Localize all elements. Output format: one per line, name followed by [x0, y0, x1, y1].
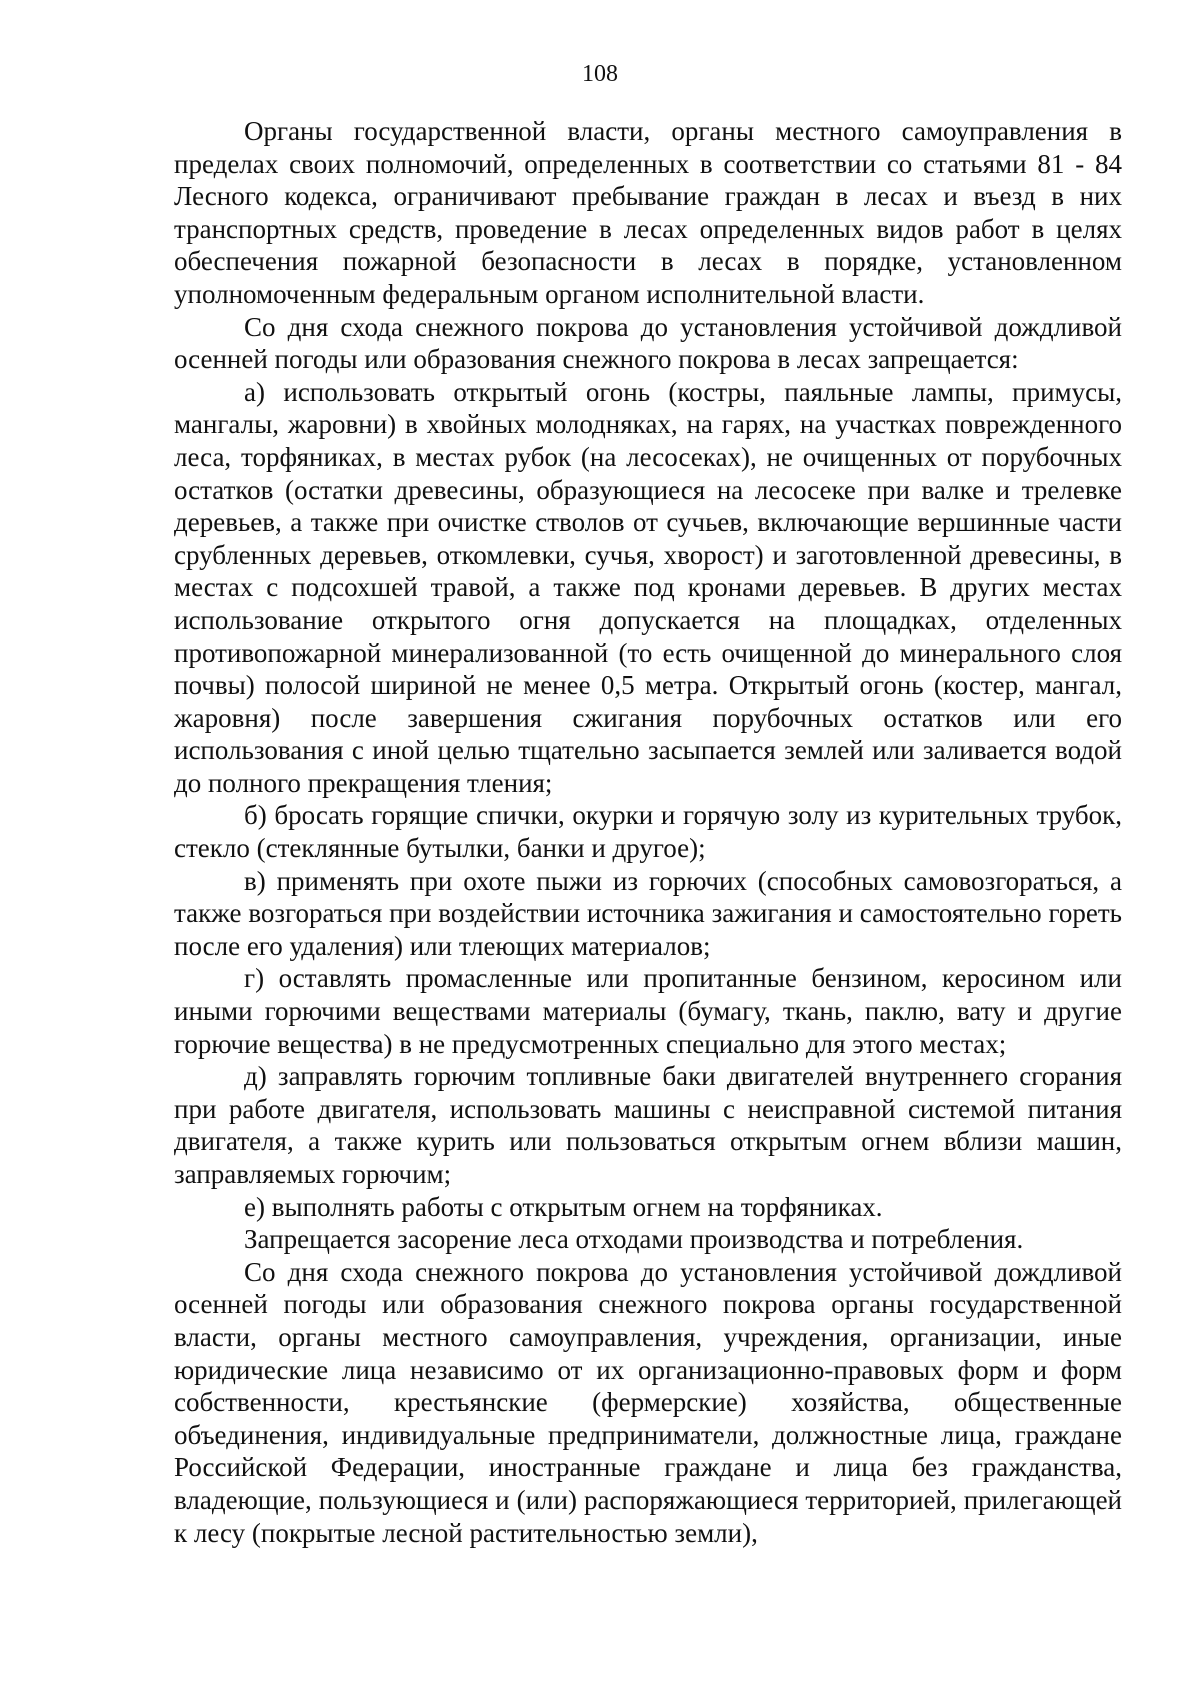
paragraph-adjacent-territory-owners: Со дня схода снежного покрова до установления устойчивой дождливой осенней погоды или образования снежного покрова органы государственной власти, органы местного самоуправления, учреждения, организации, иные юридические лица независимо от их организационно-правовых форм и форм собственности, крестьянские (фермерские) хозяйства, общественные объединения, индивидуальные предприниматели, должностные лица, граждане Российской Федерации, иностранные граждане и лица без гражданства, владеющие, пользующиеся и (или) распоряжающиеся территорией, прилегающей к лесу (покрытые лесной растительностью земли), [174, 1256, 1122, 1548]
list-item-b-matches: б) бросать горящие спички, окурки и горячую золу из курительных трубок, стекло (стеклянные бутылки, банки и другое); [174, 800, 1122, 864]
page-number: 108 [582, 61, 618, 87]
list-item-d-refueling: д) заправлять горючим топливные баки двигателей внутреннего сгорания при работе двигателя, использовать машины с неисправной системой питания двигателя, а также курить или пользоваться открытым огнем вблизи машин, заправляемых горючим; [174, 1061, 1122, 1189]
list-item-a-open-fire: а) использовать открытый огонь (костры, паяльные лампы, примусы, мангалы, жаровни) в хвойных молодняках, на гарях, на участках поврежденного леса, торфяниках, в местах рубок (на лесосеках), не очищенных от порубочных остатков (остатки древесины, образующиеся на лесосеке при валке и трелевке деревьев, а также при очистке стволов от сучьев, включающие вершинные части срубленных деревьев, откомлевки, сучья, хворост) и заготовленной древесины, в местах с подсохшей травой, а также под кронами деревьев. В других местах использование открытого огня допускается на площадках, отделенных противопожарной минерализованной (то есть очищенной до минерального слоя почвы) полосой шириной не менее 0,5 метра. Открытый огонь (костер, мангал, жаровня) после завершения сжигания порубочных остатков или его использования с иной целью тщательно засыпается землей или заливается водой до полного прекращения тления; [174, 376, 1122, 798]
list-item-e-peatlands: е) выполнять работы с открытым огнем на торфяниках. [244, 1191, 883, 1222]
list-item-v-wads: в) применять при охоте пыжи из горючих (способных самовозгораться, а также возгораться при воздействии источника зажигания и самостоятельно гореть после его удаления) или тлеющих материалов; [174, 865, 1122, 961]
paragraph-authorities-restrict-access: Органы государственной власти, органы местного самоуправления в пределах своих полномочий, определенных в соответствии со статьями 81 - 84 Лесного кодекса, ограничивают пребывание граждан в лесах и въезд в них транспортных средств, проведение в лесах определенных видов работ в целях обеспечения пожарной безопасности в лесах в порядке, установленном уполномоченным федеральным органом исполнительной власти. [174, 116, 1122, 309]
paragraph-prohibited-period: Со дня схода снежного покрова до установления устойчивой дождливой осенней погоды или образования снежного покрова в лесах запрещается: [174, 311, 1122, 375]
paragraph-littering-prohibited: Запрещается засорение леса отходами производства и потребления. [244, 1224, 1024, 1255]
list-item-g-oiled-materials: г) оставлять промасленные или пропитанные бензином, керосином или иными горючими веществами материалы (бумагу, ткань, паклю, вату и другие горючие вещества) в не предусмотренных специально для этого местах; [174, 963, 1122, 1059]
document-body [174, 115, 1122, 1549]
